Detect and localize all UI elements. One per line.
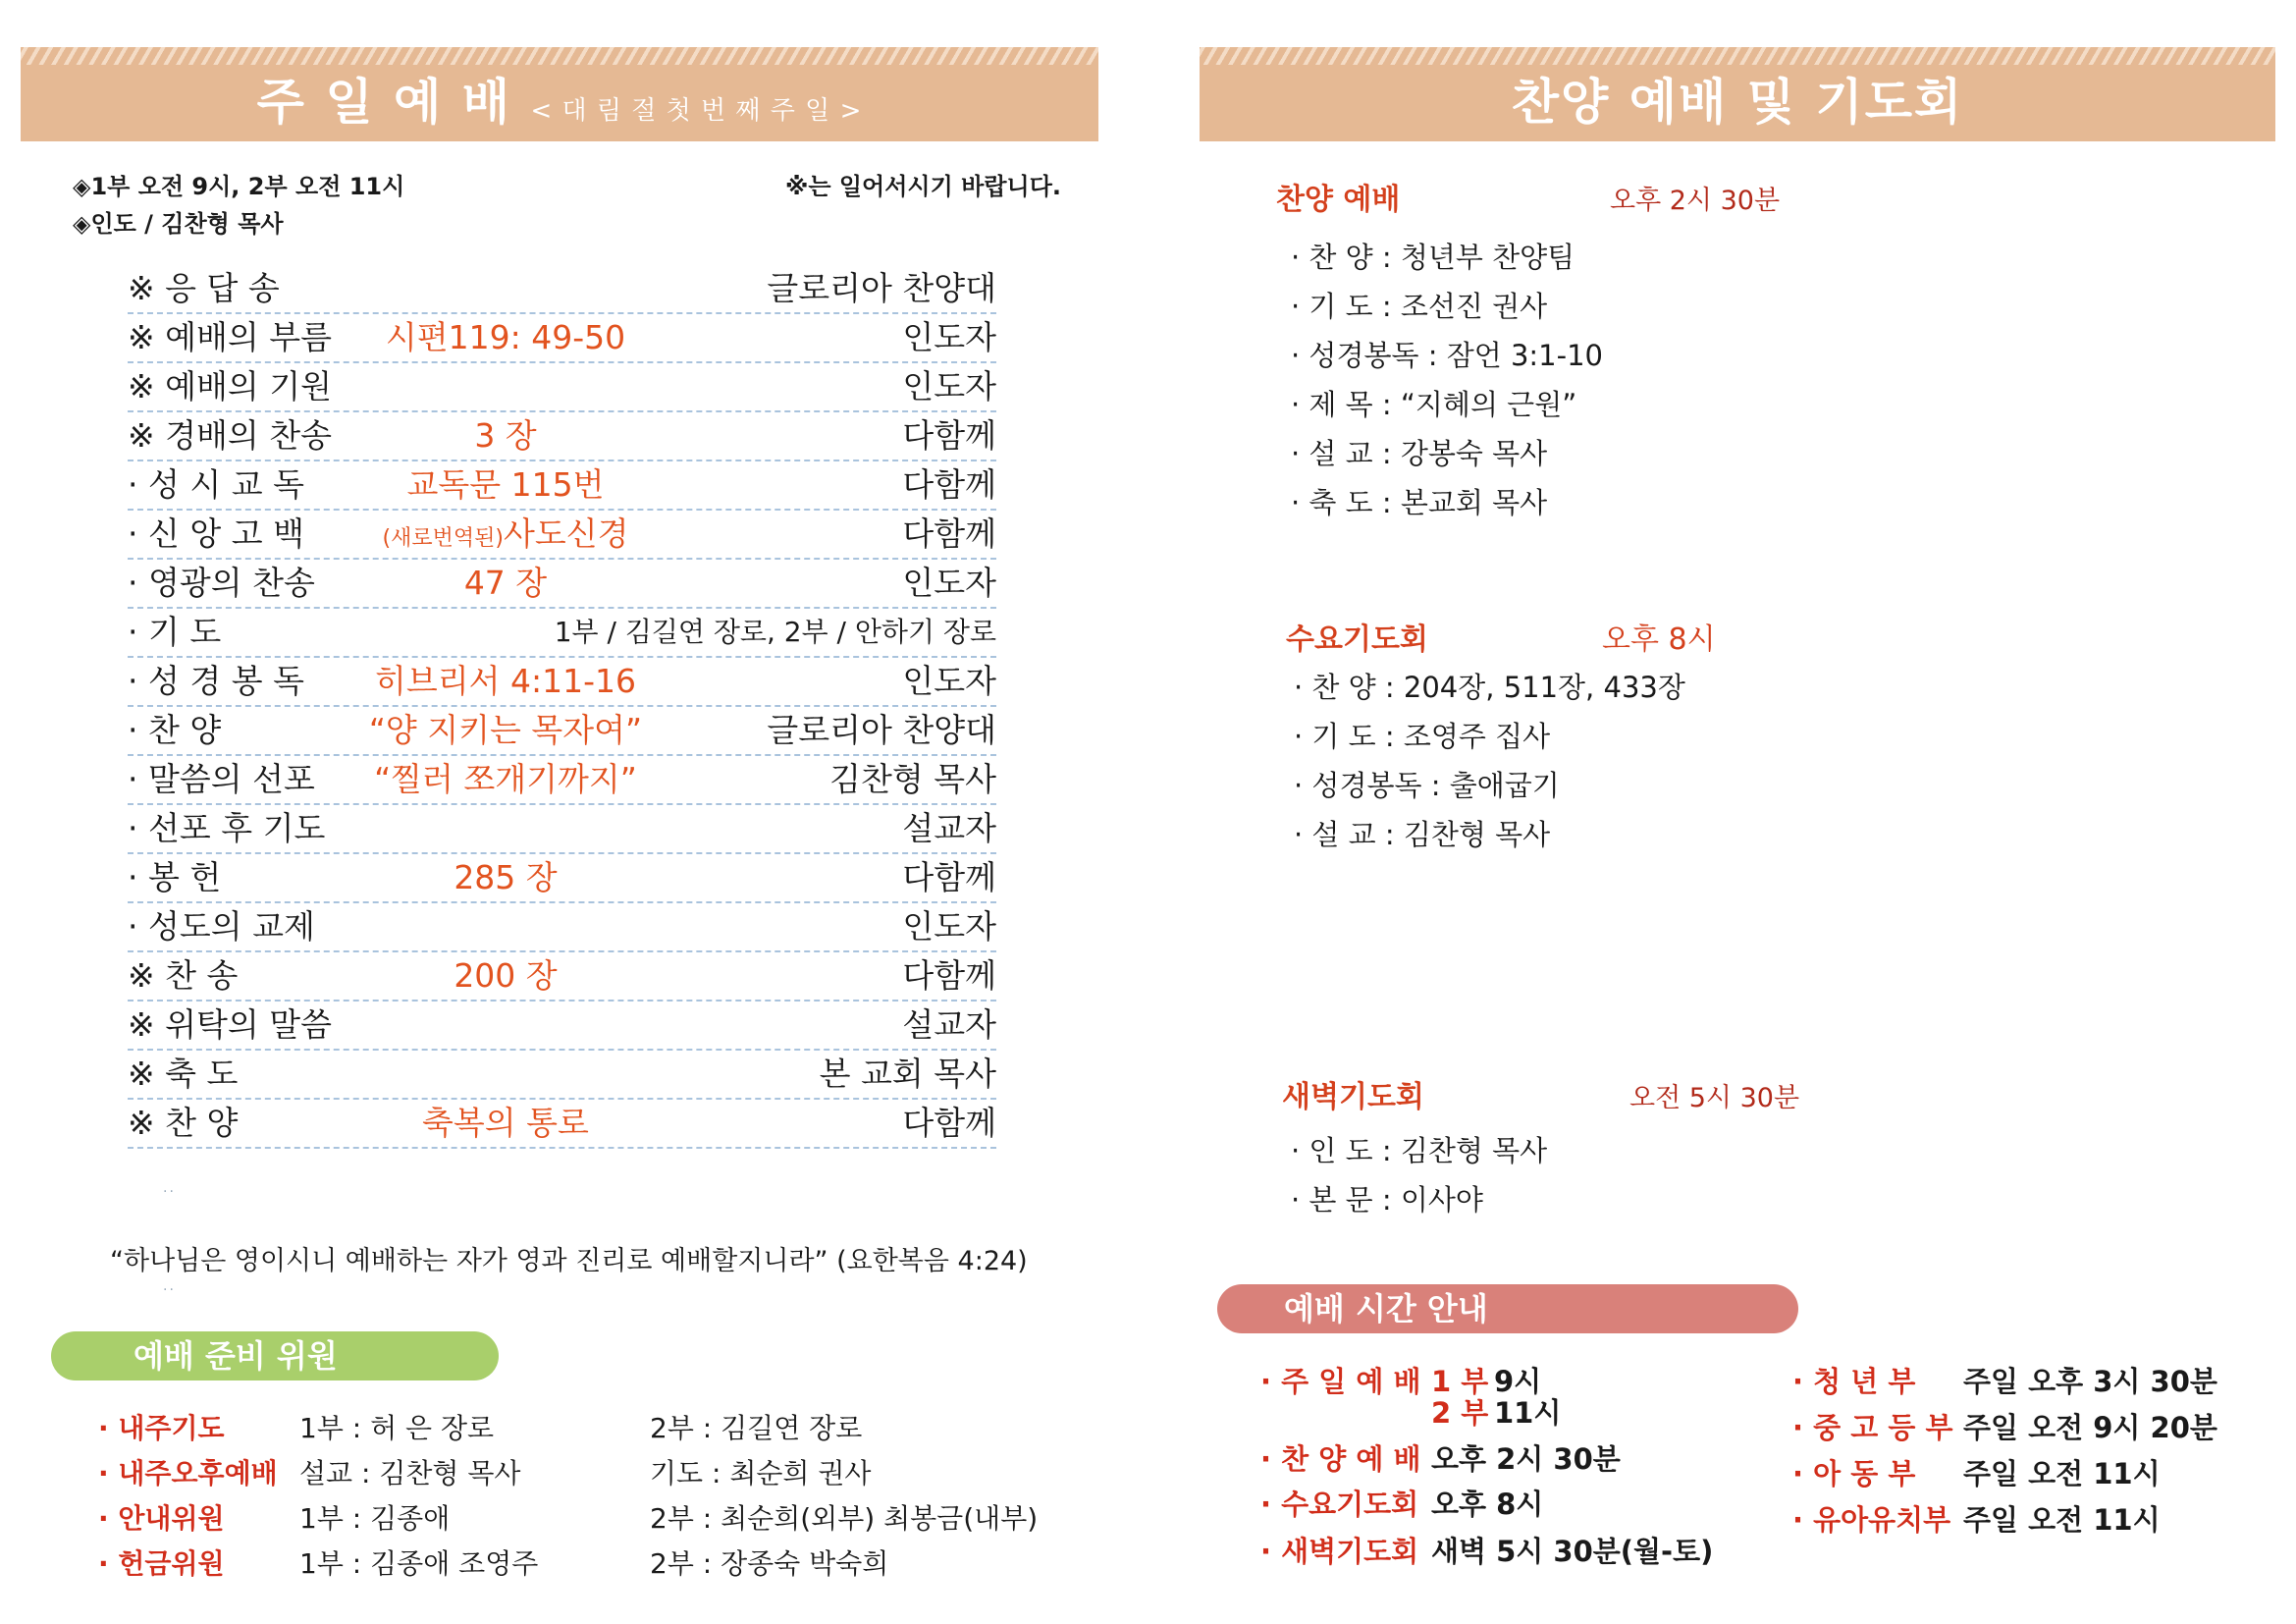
order-row	[128, 709, 996, 756]
committee-label: · 헌금위원	[98, 1547, 225, 1580]
order-item-leader: 설교자	[902, 1005, 996, 1044]
order-row	[128, 856, 996, 903]
schedule-dept-value: 주일 오전 11시	[1963, 1457, 2161, 1490]
sunday-worship-title: 주 일 예 배	[256, 74, 512, 131]
schedule-label: · 찬 양 예 배	[1260, 1442, 1421, 1476]
schedule-value: 오후 8시	[1431, 1488, 1544, 1521]
order-item-leader: 다함께	[902, 465, 996, 504]
schedule-value: 9시	[1494, 1365, 1542, 1398]
order-item-leader: 인도자	[902, 564, 996, 602]
scripture-verse: “하나님은 영이시니 예배하는 자가 영과 진리로 예배할지니라” (요한복음 4:24)	[110, 1246, 1028, 1276]
praise-line: · 찬 양 : 청년부 찬양팀	[1291, 241, 1575, 274]
order-item-name: ※ 찬 송	[128, 956, 239, 995]
committee-part2: 2부 : 최순희(외부) 최봉금(내부)	[650, 1502, 1039, 1535]
schedule-value: 오후 2시 30분	[1431, 1442, 1621, 1476]
order-item-name: · 성 경 봉 독	[128, 662, 304, 700]
order-item-name: ※ 예배의 기원	[128, 367, 333, 406]
committee-title: 예배 준비 위원	[51, 1331, 499, 1380]
order-item-name: ※ 예배의 부름	[128, 318, 333, 356]
right-header	[1200, 47, 2275, 141]
service-leader: ◈인도 / 김찬형 목사	[73, 210, 284, 238]
dawn-time: 오전 5시 30분	[1629, 1083, 1800, 1113]
order-item-name: · 봉 헌	[128, 858, 222, 896]
wednesday-time: 오후 8시	[1602, 623, 1716, 657]
order-item-name: · 성도의 교제	[128, 907, 315, 946]
order-row	[128, 267, 996, 314]
order-item-name: ※ 위탁의 말씀	[128, 1005, 333, 1044]
schedule-dept-label: · 아 동 부	[1792, 1457, 1916, 1490]
order-item-leader: 글로리아 찬양대	[767, 711, 996, 749]
order-item-leader: 다함께	[902, 514, 996, 553]
order-item-ref: “찔러 쪼개기까지”	[374, 760, 637, 798]
praise-time: 오후 2시 30분	[1610, 186, 1781, 216]
order-item-name: ※ 경배의 찬송	[128, 416, 333, 455]
order-item-name: · 찬 양	[128, 711, 222, 749]
order-row	[128, 905, 996, 952]
order-row	[128, 1053, 996, 1100]
order-row	[128, 1003, 996, 1051]
order-item-leader: 1부 / 김길연 장로, 2부 / 안하기 장로	[554, 616, 996, 648]
order-item-name: · 영광의 찬송	[128, 564, 315, 602]
order-row	[128, 807, 996, 854]
committee-part2: 2부 : 장종숙 박숙희	[650, 1547, 889, 1580]
order-row	[128, 1102, 996, 1149]
order-row	[128, 562, 996, 609]
order-row	[128, 611, 996, 658]
order-item-leader: 인도자	[902, 662, 996, 700]
praise-line: · 축 도 : 본교회 목사	[1291, 486, 1548, 519]
praise-line: · 성경봉독 : 잠언 3:1-10	[1291, 339, 1603, 372]
left-header	[21, 47, 1098, 141]
schedule-part: 1 부	[1431, 1365, 1489, 1398]
wednesday-line: · 설 교 : 김찬형 목사	[1294, 818, 1551, 851]
order-row	[128, 463, 996, 511]
dawn-title: 새벽기도회	[1282, 1080, 1424, 1114]
right-header-title: 찬양 예배 및 기도회	[1511, 74, 1964, 131]
schedule-dept-value: 주일 오전 9시 20분	[1963, 1411, 2217, 1444]
header-stripe	[1200, 47, 2275, 65]
praise-line: · 기 도 : 조선진 권사	[1291, 290, 1548, 323]
order-row	[128, 513, 996, 560]
wednesday-title: 수요기도회	[1286, 623, 1428, 657]
dawn-line: · 본 문 : 이사야	[1291, 1183, 1483, 1217]
order-item-name: · 말씀의 선포	[128, 760, 315, 798]
schedule-dept-label: · 유아유치부	[1792, 1503, 1951, 1537]
order-item-name: ※ 축 도	[128, 1055, 239, 1093]
order-item-leader: 설교자	[902, 809, 996, 847]
order-item-name: ※ 찬 양	[128, 1104, 239, 1142]
order-item-leader: 다함께	[902, 1104, 996, 1142]
order-item-leader: 인도자	[902, 318, 996, 356]
committee-label: · 안내위원	[98, 1502, 225, 1535]
schedule-dept-value: 주일 오후 3시 30분	[1963, 1365, 2217, 1398]
praise-title: 찬양 예배	[1276, 183, 1401, 217]
order-row	[128, 954, 996, 1001]
schedule-title: 예배 시간 안내	[1217, 1284, 1798, 1333]
header-stripe	[21, 47, 1098, 65]
committee-part1: 1부 : 허 은 장로	[299, 1412, 495, 1444]
wednesday-line: · 성경봉독 : 출애굽기	[1294, 769, 1560, 802]
order-row	[128, 414, 996, 461]
order-row	[128, 660, 996, 707]
committee-part1: 1부 : 김종애 조영주	[299, 1547, 539, 1580]
order-item-leader: 김찬형 목사	[829, 760, 996, 798]
praise-line: · 제 목 : “지혜의 근원”	[1291, 388, 1577, 421]
order-item-ref	[344, 513, 667, 561]
order-row	[128, 316, 996, 363]
committee-label: · 내주오후예배	[98, 1457, 278, 1489]
order-item-ref-text: 사도신경	[503, 514, 629, 553]
left-header-title	[21, 73, 1098, 140]
order-item-leader: 다함께	[902, 858, 996, 896]
committee-part1: 1부 : 김종애	[299, 1502, 451, 1535]
order-item-ref: 축복의 통로	[422, 1104, 589, 1142]
committee-part2: 2부 : 김길연 장로	[650, 1412, 863, 1444]
order-item-leader: 인도자	[902, 367, 996, 406]
order-item-ref: 285 장	[454, 858, 558, 896]
order-row	[128, 758, 996, 805]
order-item-ref: 47 장	[463, 564, 548, 602]
order-item-ref: “양 지키는 목자여”	[368, 711, 643, 749]
schedule-label: · 새벽기도회	[1260, 1535, 1419, 1568]
wednesday-line: · 기 도 : 조영주 집사	[1294, 720, 1551, 753]
order-item-leader: 본 교회 목사	[819, 1055, 996, 1093]
schedule-part: 2 부	[1431, 1396, 1489, 1430]
order-item-ref: 교독문 115번	[406, 465, 605, 504]
decorative-dots: ··	[163, 1184, 176, 1200]
schedule-label: · 수요기도회	[1260, 1488, 1419, 1521]
order-item-ref-prefix: (새로번역된)	[382, 526, 504, 551]
schedule-dept-label: · 청 년 부	[1792, 1365, 1916, 1398]
order-item-name: · 신 앙 고 백	[128, 514, 304, 553]
dawn-line: · 인 도 : 김찬형 목사	[1291, 1134, 1548, 1167]
committee-part1: 설교 : 김찬형 목사	[299, 1457, 521, 1489]
stand-note: ※는 일어서시기 바랍니다.	[785, 173, 1061, 200]
schedule-dept-value: 주일 오전 11시	[1963, 1503, 2161, 1537]
schedule-value: 11시	[1494, 1396, 1562, 1430]
wednesday-line: · 찬 양 : 204장, 511장, 433장	[1294, 671, 1685, 704]
praise-line: · 설 교 : 강봉숙 목사	[1291, 437, 1548, 470]
order-item-leader: 다함께	[902, 956, 996, 995]
order-item-ref: 시편119: 49-50	[385, 318, 626, 356]
order-item-name: · 선포 후 기도	[128, 809, 326, 847]
order-item-ref: 히브리서 4:11-16	[374, 662, 636, 700]
order-item-ref: 3 장	[474, 416, 537, 455]
decorative-dots: ··	[163, 1282, 176, 1298]
order-item-leader: 인도자	[902, 907, 996, 946]
advent-subtitle: < 대 림 절 첫 번 째 주 일 >	[530, 96, 863, 126]
order-item-name: · 성 시 교 독	[128, 465, 304, 504]
order-item-ref: 200 장	[454, 956, 558, 995]
service-times: ◈1부 오전 9시, 2부 오전 11시	[73, 173, 405, 200]
order-item-leader: 다함께	[902, 416, 996, 455]
schedule-dept-label: · 중 고 등 부	[1792, 1411, 1953, 1444]
committee-part2: 기도 : 최순희 권사	[650, 1457, 872, 1489]
committee-label: · 내주기도	[98, 1412, 225, 1444]
order-row	[128, 365, 996, 412]
schedule-label: · 주 일 예 배	[1260, 1365, 1421, 1398]
schedule-value: 새벽 5시 30분(월-토)	[1431, 1535, 1714, 1568]
order-item-leader: 글로리아 찬양대	[767, 269, 996, 307]
order-item-name: · 기 도	[128, 613, 222, 651]
order-item-name: ※ 응 답 송	[128, 269, 280, 307]
